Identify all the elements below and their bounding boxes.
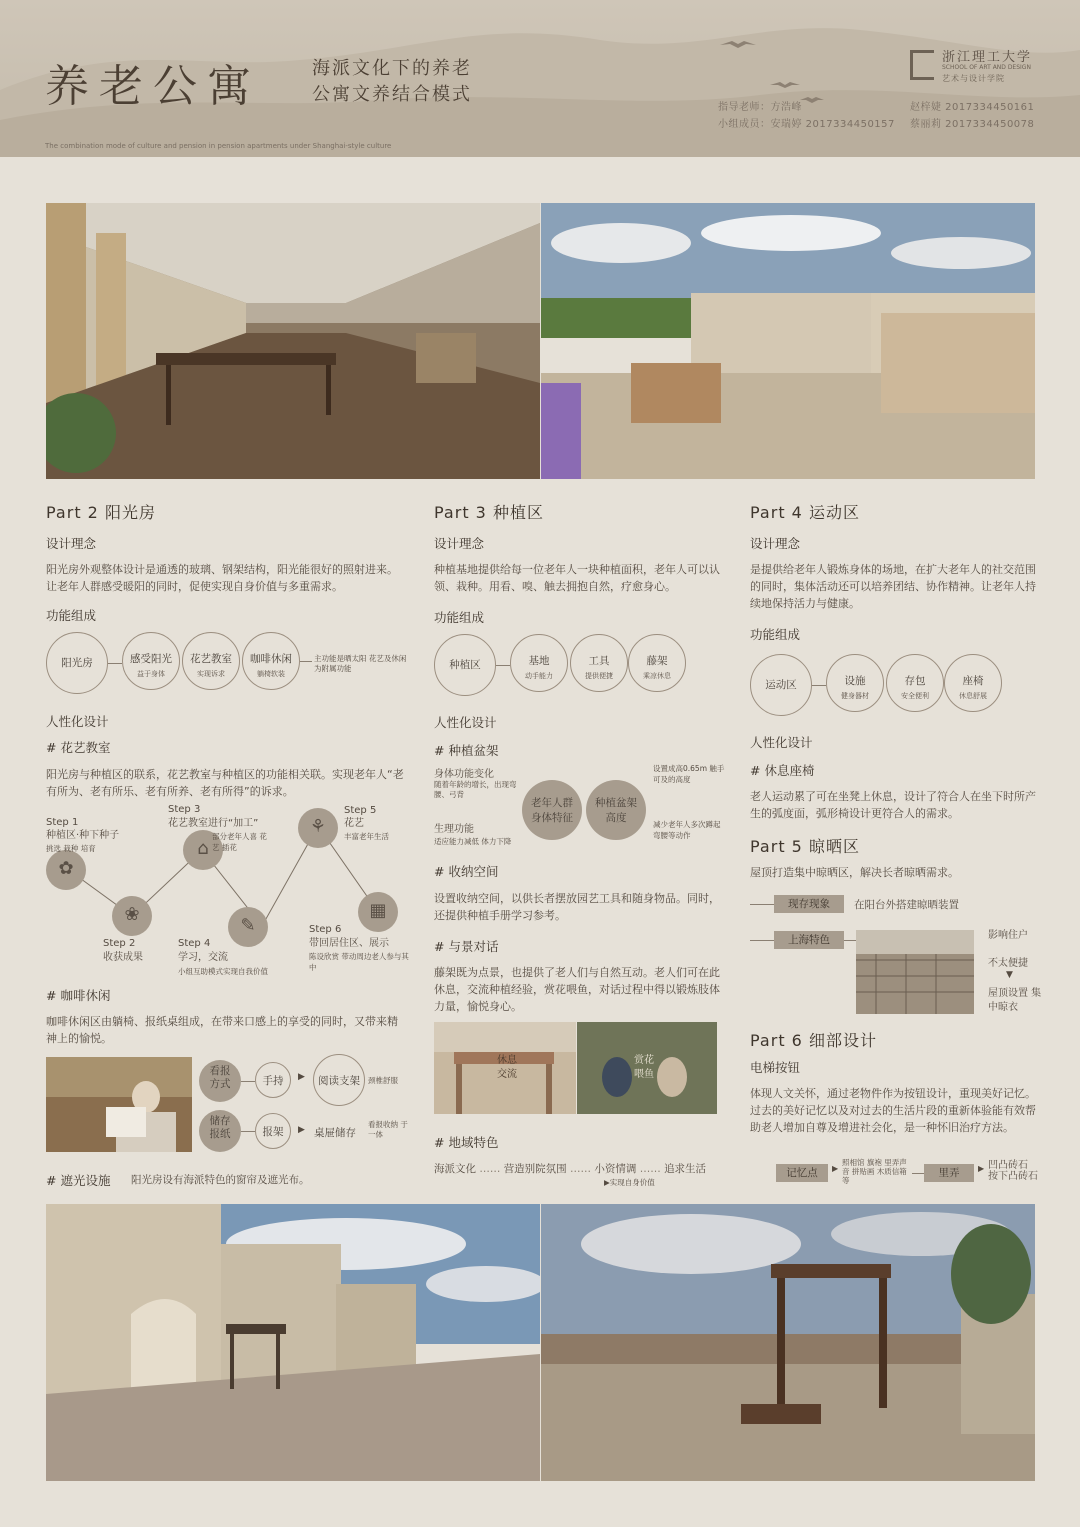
step-number: Step 4 xyxy=(178,938,211,949)
func-item-title: 藤架 xyxy=(646,655,668,667)
part4-concept-text: 是提供给老年人锻炼身体的场地，在扩大老年人的社交范围的同时，集体活动还可以培养团结、协作精神。让老年人持续地保持活力与健康。 xyxy=(750,563,1036,610)
arrow-right-icon: ▶ xyxy=(298,1125,305,1135)
flow-label: 储存 报纸 xyxy=(209,1115,231,1140)
brick-button-result: 凹凸砖石 按下凸砖石 xyxy=(988,1160,1038,1182)
step3-text xyxy=(168,803,272,853)
elderly-reading-illustration xyxy=(46,1057,192,1152)
connector-line xyxy=(108,663,122,664)
step2-text xyxy=(103,937,143,965)
inconvenient-note: 不太便捷 xyxy=(988,958,1028,969)
connector-line xyxy=(496,665,510,666)
potted-plant-icon: ✿ xyxy=(58,858,74,879)
func-item-title: 设施 xyxy=(844,675,866,687)
step-number: Step 6 xyxy=(309,924,342,935)
seat-text: 老人运动累了可在坐凳上休息，设计了符合人在坐下时所产生的弧度面，弧形椅设计更符合人的需求。 xyxy=(750,790,1036,820)
planter-height-circle xyxy=(586,780,646,840)
func-item-sub: 乘凉休息 xyxy=(643,672,671,680)
pen-icon: ✎ xyxy=(240,915,256,936)
flow-label: 阅读支架 xyxy=(318,1075,360,1087)
part4-human-label: 人性化设计 xyxy=(750,735,813,750)
step-sub: 陈设欣赏 带动周边老人参与其中 xyxy=(309,952,409,972)
circle-label: 种植盆架 高度 xyxy=(595,797,637,824)
member-2-text: 赵梓婕 2017334450161 xyxy=(910,102,1035,113)
step-title: 花艺 xyxy=(344,818,364,829)
step6-text xyxy=(309,923,409,973)
english-subtitle: The combination mode of culture and pension in pension apartments under Shanghai-style culture xyxy=(45,142,392,150)
view-title: # 与景对话 xyxy=(434,939,499,954)
part2-concept-label: 设计理念 xyxy=(46,536,97,551)
flow-label: 看报 方式 xyxy=(209,1065,231,1090)
func-item-title: 感受阳光 xyxy=(130,653,172,665)
part3-concept-text: 种植基地提供给每一位老年人一块种植面积，老年人可以认领、栽种。用看、嗅、触去拥抱自然，疗愈身心。 xyxy=(434,563,720,593)
flow-label: 手持 xyxy=(262,1075,284,1087)
school-sub-english: SCHOOL OF ART AND DESIGN xyxy=(942,64,1031,71)
arrow-right-icon: ▶ xyxy=(978,1164,985,1173)
region-step: 营造别院氛围 xyxy=(503,1163,567,1175)
func-item-title: 存包 xyxy=(904,675,926,687)
step1-text xyxy=(46,816,119,855)
func-item-title: 咖啡休闲 xyxy=(250,653,292,665)
func-circle-seats xyxy=(944,654,1002,712)
step-title: 学习，交流 xyxy=(178,952,228,963)
connector-line xyxy=(750,904,774,905)
part4-concept-label: 设计理念 xyxy=(750,536,801,551)
func-item-sub: 益于身体 xyxy=(137,670,165,678)
store-paper-circle xyxy=(199,1110,241,1152)
lane-tag: 里弄 xyxy=(924,1164,974,1182)
func-item-title: 花艺教室 xyxy=(190,653,232,665)
photo-label-flowers: 赏花 喂鱼 xyxy=(634,1055,654,1080)
handheld-circle xyxy=(255,1062,291,1098)
elderly-body-circle xyxy=(522,780,582,840)
storage-title: # 收纳空间 xyxy=(434,864,499,879)
vase-icon: ⚘ xyxy=(309,816,327,837)
seat-title: # 休息座椅 xyxy=(750,763,815,778)
dotted-connector: …… xyxy=(639,1163,661,1175)
part3-concept-label: 设计理念 xyxy=(434,536,485,551)
connector-line xyxy=(912,1173,924,1174)
current-phenomenon-tag: 现存现象 xyxy=(774,895,844,913)
connector-line xyxy=(241,1131,255,1132)
func-circle-tools xyxy=(570,634,628,692)
flower-class-title: # 花艺教室 xyxy=(46,740,111,755)
part3-heading: Part 3 种植区 xyxy=(434,503,544,522)
part6-sub: 电梯按钮 xyxy=(750,1060,801,1075)
region-flow xyxy=(434,1161,706,1176)
step-title: 收获成果 xyxy=(103,952,143,963)
part2-heading: Part 2 阳光房 xyxy=(46,503,156,522)
storage-text: 设置收纳空间，以供长者摆放园艺工具和随身物品。同时，还提供种植手册学习参考。 xyxy=(434,892,720,922)
coffee-photo xyxy=(46,1057,192,1152)
func-circle-sunroom xyxy=(46,632,108,694)
rooftop-drying-note: 屋顶设置 集中晾衣 xyxy=(988,988,1042,1013)
subtitle-line-2: 公寓文养结合模式 xyxy=(312,84,472,105)
step2-icon xyxy=(112,896,152,936)
rooftop-illustration xyxy=(856,930,974,1014)
arrow-down-icon: ▼ xyxy=(1006,970,1013,980)
part6-text: 体现人文关怀，通过老物件作为按钮设计，重现美好记忆。过去的美好记忆以及对过去的生活片段的重新体验能有效帮助老人增加自尊及增进社会化，是一种怀旧治疗方法。 xyxy=(750,1087,1036,1134)
height-note: 设置成高0.65m 触手可及的高度 xyxy=(653,764,725,784)
region-step: 小资情调 xyxy=(594,1163,637,1175)
shade-title: # 遮光设施 xyxy=(46,1173,111,1188)
flow-label: 报架 xyxy=(262,1126,284,1138)
member-3-text: 蔡丽莉 2017334450078 xyxy=(910,119,1035,130)
part2-human-label: 人性化设计 xyxy=(46,714,109,729)
connector-line xyxy=(300,661,312,662)
circle-label: 老年人群 身体特征 xyxy=(531,797,573,824)
drawer-storage-label: 桌屉储存 xyxy=(314,1127,356,1139)
step-number: Step 2 xyxy=(103,938,136,949)
balcony-drying-photo xyxy=(856,930,974,1014)
paper-rack-circle xyxy=(255,1113,291,1149)
func-item-sub: 躺椅软装 xyxy=(257,670,285,678)
dotted-connector: …… xyxy=(479,1163,501,1175)
step-sub: 挑选 栽种 培育 xyxy=(46,844,96,853)
func-item-title: 基地 xyxy=(528,655,550,667)
coffee-title: # 咖啡休闲 xyxy=(46,988,111,1003)
func-main-label: 运动区 xyxy=(765,679,797,691)
region-step: 追求生活 xyxy=(664,1163,707,1175)
func-item-title: 座椅 xyxy=(962,675,984,687)
connector-line xyxy=(241,1081,255,1082)
photo-label-rest: 休息 交流 xyxy=(497,1055,517,1080)
arrow-right-icon: ▶ xyxy=(298,1072,305,1082)
sports-illustration xyxy=(46,1204,540,1481)
sports-area-render-photo xyxy=(46,1204,540,1481)
sunroom-illustration xyxy=(46,203,540,479)
part5-text: 屋顶打造集中晾晒区，解决长者晾晒需求。 xyxy=(750,866,959,879)
part5-heading: Part 5 晾晒区 xyxy=(750,837,860,856)
elderly-chatting-photo xyxy=(577,1022,717,1114)
reading-stand-circle xyxy=(313,1054,365,1106)
shanghai-feature-tag: 上海特色 xyxy=(774,931,844,949)
func-circle-coffee xyxy=(242,632,300,690)
func-item-sub: 实现诉求 xyxy=(197,670,225,678)
dotted-connector: …… xyxy=(570,1163,592,1175)
shade-text: 阳光房设有海派特色的窗帘及遮光布。 xyxy=(131,1174,310,1186)
physio-label: 生理功能 xyxy=(434,824,474,835)
garden-pavilion-render-photo xyxy=(541,1204,1035,1481)
func-item-sub: 健身器材 xyxy=(841,692,869,700)
flower-icon: ❀ xyxy=(124,904,140,925)
func-main-label: 阳光房 xyxy=(61,657,93,669)
part4-heading: Part 4 运动区 xyxy=(750,503,860,522)
func-main-label: 种植区 xyxy=(449,659,481,671)
step-number: Step 5 xyxy=(344,805,377,816)
arrow-right-icon: ▶ xyxy=(832,1164,839,1173)
part3-human-label: 人性化设计 xyxy=(434,715,497,730)
physio-sub: 适应能力减低 体力下降 xyxy=(434,837,512,846)
region-step: 海派文化 xyxy=(434,1163,476,1175)
planting-area-render-photo xyxy=(541,203,1035,479)
poster-subtitle xyxy=(312,56,502,108)
func-circle-sports xyxy=(750,654,812,716)
flow-note: 看报收纳 于一体 xyxy=(368,1120,408,1139)
region-title: # 地域特色 xyxy=(434,1135,499,1150)
step5-icon xyxy=(298,808,338,848)
part3-func-label: 功能组成 xyxy=(434,610,485,625)
flower-class-text: 阳光房与种植区的联系，花艺教室与种植区的功能相关联。实现老年人“老有所为、老有所乐、老有所养、老有所得”的诉求。 xyxy=(46,768,404,798)
step-sub: 丰富老年生活 xyxy=(344,832,389,841)
step1-icon xyxy=(46,850,86,890)
school-sub-chinese: 艺术与设计学院 xyxy=(942,74,1005,83)
planting-illustration xyxy=(541,203,1035,479)
poster-header xyxy=(0,0,1080,157)
coffee-text: 咖啡休闲区由躺椅、报纸桌组成，在带来口感上的享受的同时，又带来精神上的愉悦。 xyxy=(46,1015,398,1045)
part4-func-label: 功能组成 xyxy=(750,627,801,642)
step-title: 带回居住区、展示 xyxy=(309,938,389,949)
part2-func-note: 主功能是晒太阳 花艺及休闲为附属功能 xyxy=(314,654,407,673)
body-change-label: 身体功能变化 xyxy=(434,769,494,780)
memory-items: 照相馆 旗袍 里弄声音 拼贴画 木质信箱等 xyxy=(842,1158,907,1185)
connector-line xyxy=(750,940,774,941)
step-title: 种植区·种下种子 xyxy=(46,830,120,841)
step-number: Step 3 xyxy=(168,804,201,815)
school-name: 浙江理工大学 xyxy=(942,50,1033,65)
house-icon: ⌂ xyxy=(197,838,209,859)
func-item-sub: 动手能力 xyxy=(525,672,553,680)
func-circle-planting xyxy=(434,634,496,696)
school-logo xyxy=(910,46,1040,90)
part2-func-label: 功能组成 xyxy=(46,608,97,623)
step-sub: 部分老年人喜 花艺 插花 xyxy=(212,832,267,852)
func-item-title: 工具 xyxy=(588,655,610,667)
step-sub: 小组互助模式实现自我价值 xyxy=(178,967,268,976)
func-circle-sun xyxy=(122,632,180,690)
poster-title: 养老公寓 xyxy=(45,61,261,112)
part2-concept-text: 阳光房外观整体设计是通透的玻璃、钢架结构，阳光能很好的照射进来。让老年人群感受暖阳的同时，促使实现自身价值与多重需求。 xyxy=(46,563,398,593)
func-circle-base xyxy=(510,634,568,692)
building-icon: ▦ xyxy=(369,900,387,921)
connector-line xyxy=(812,685,826,686)
members-text: 小组成员：安瑞婷 2017334450157 xyxy=(718,119,895,130)
reduce-note: 减少老年人多次蹲起 弯腰等动作 xyxy=(653,820,721,840)
view-text: 藤架既为点景，也提供了老人们与自然互动。老人们可在此休息，交流种植经验，赏花喂鱼，对话过程中得以锻炼肢体力量，愉悦身心。 xyxy=(434,966,720,1013)
step-number: Step 1 xyxy=(46,817,79,828)
pavilion-illustration xyxy=(541,1204,1035,1481)
func-circle-storage xyxy=(886,654,944,712)
trellis-photo xyxy=(434,1022,576,1114)
func-item-sub: 提供便捷 xyxy=(585,672,613,680)
planter-title: # 种植盆架 xyxy=(434,743,499,758)
step4-text xyxy=(178,937,268,979)
step5-text xyxy=(344,804,389,843)
body-change-sub: 随着年龄的增长，出现弯腰、弓背 xyxy=(434,780,517,799)
step-title: 花艺教室进行“加工” xyxy=(168,818,259,829)
logo-mark-icon xyxy=(910,50,934,80)
memory-point-tag: 记忆点 xyxy=(776,1164,828,1182)
func-item-sub: 休息舒展 xyxy=(959,692,987,700)
func-circle-facilities xyxy=(826,654,884,712)
advisor-text: 指导老师：方浩峰 xyxy=(718,102,802,113)
affect-residents-note: 影响住户 xyxy=(988,930,1028,941)
func-item-sub: 安全便利 xyxy=(901,692,929,700)
sunroom-render-photo xyxy=(46,203,540,479)
part6-heading: Part 6 细部设计 xyxy=(750,1031,877,1050)
func-circle-flower xyxy=(182,632,240,690)
region-sub: ▶实现自身价值 xyxy=(604,1178,655,1187)
subtitle-line-1: 海派文化下的养老 xyxy=(312,58,472,79)
current-phenomenon-text: 在阳台外搭建晾晒装置 xyxy=(854,899,959,911)
flow-note: 颈椎舒服 xyxy=(368,1076,398,1085)
read-method-circle xyxy=(199,1060,241,1102)
func-circle-trellis xyxy=(628,634,686,692)
